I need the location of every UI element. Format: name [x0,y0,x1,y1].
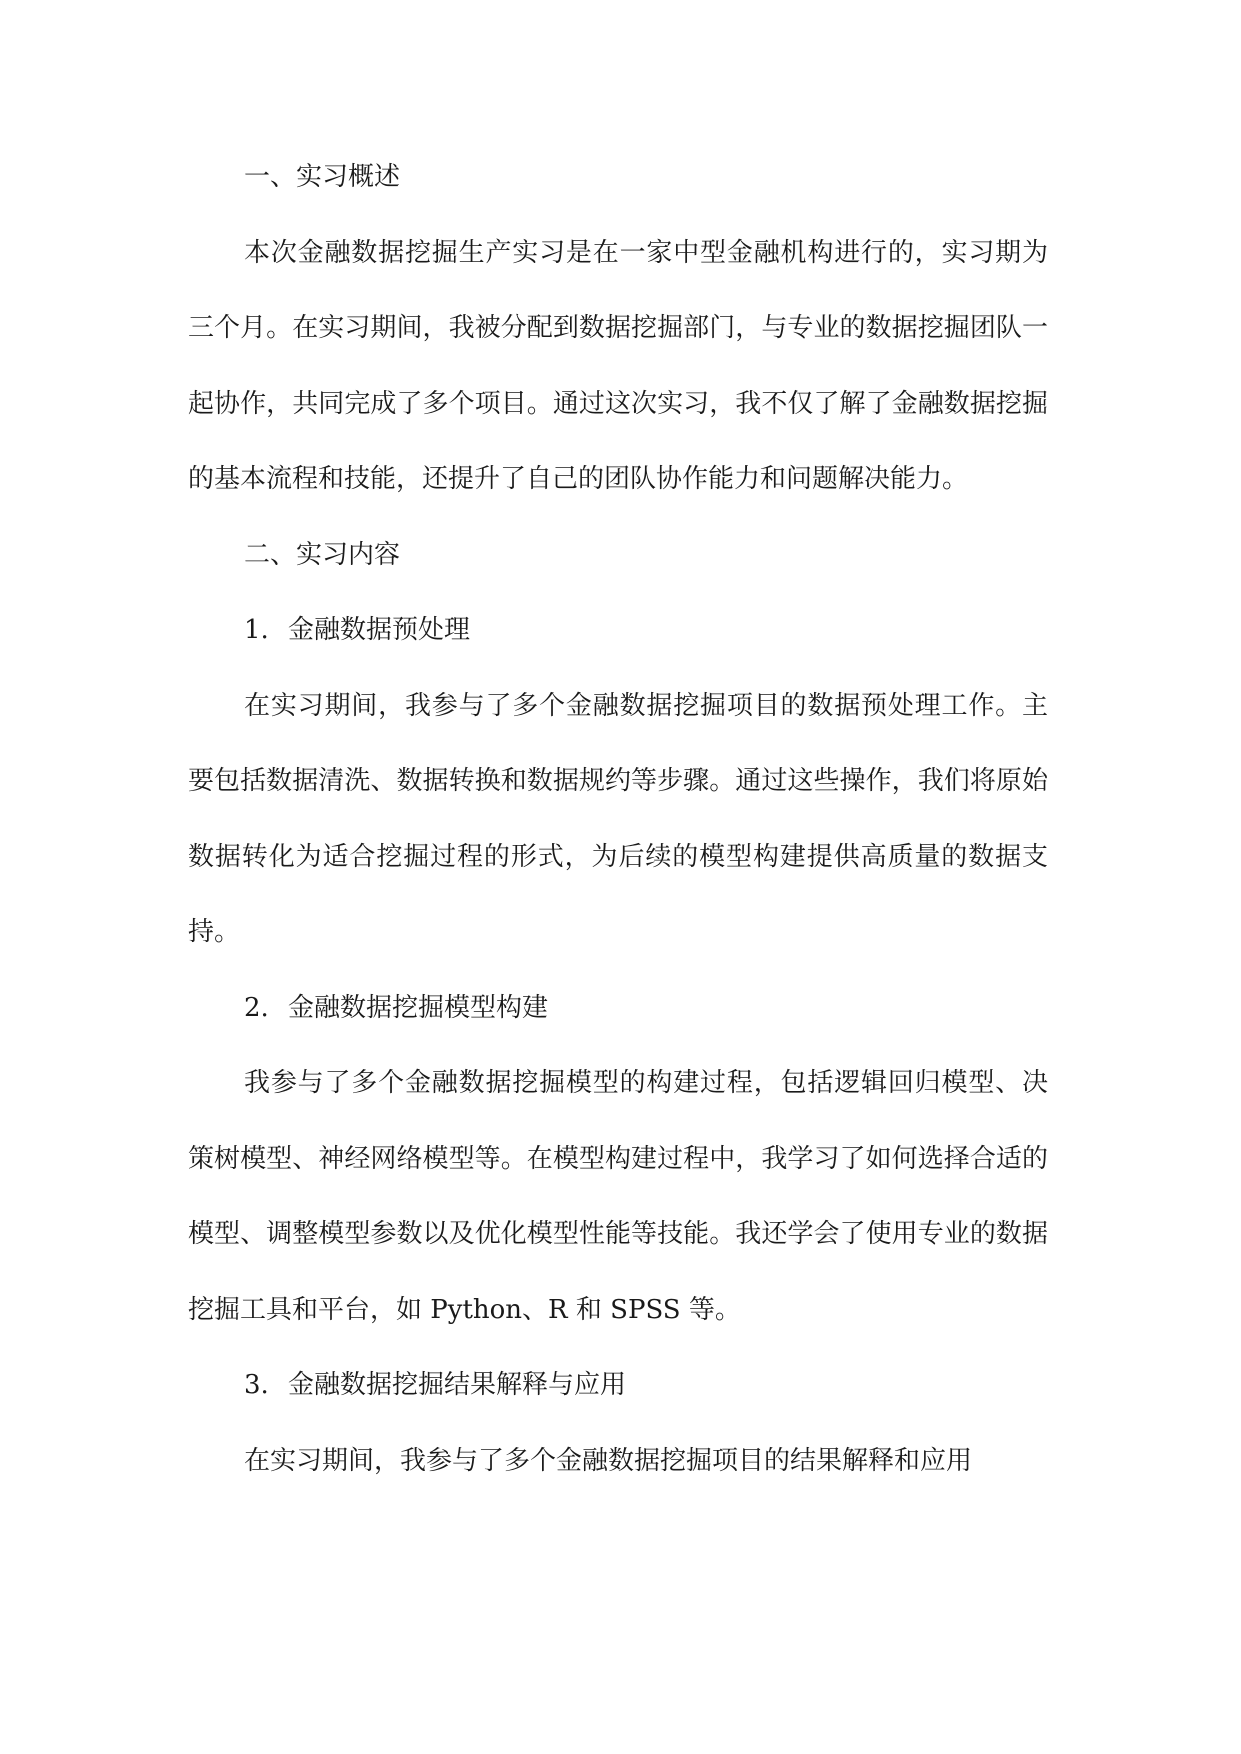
paragraph-preprocessing: 在实习期间，我参与了多个金融数据挖掘项目的数据预处理工作。主要包括数据清洗、数据转换和数据规约等步骤。通过这些操作，我们将原始数据转化为适合挖掘过程的形式，为后续的模型构建提供高质量的数据支持。 [188,690,1048,947]
subsection-title: 金融数据挖掘结果解释与应用 [288,1370,627,1400]
subsection-number: 3. [244,1370,269,1400]
paragraph-modeling: 我参与了多个金融数据挖掘模型的构建过程，包括逻辑回归模型、决策树模型、神经网络模型等。在模型构建过程中，我学习了如何选择合适的模型、调整模型参数以及优化模型性能等技能。我还学会了使用专业的数据挖掘工具和平台，如 Python、R 和 SPSS 等。 [188,1068,1048,1325]
subsection-number: 1. [244,615,269,645]
subsection-heading-interpretation [188,1348,1048,1424]
paragraph-overview: 本次金融数据挖掘生产实习是在一家中型金融机构进行的，实习期为三个月。在实习期间，我被分配到数据挖掘部门，与专业的数据挖掘团队一起协作，共同完成了多个项目。通过这次实习，我不仅了解了金融数据挖掘的基本流程和技能，还提升了自己的团队协作能力和问题解决能力。 [188,237,1048,494]
subsection-title: 金融数据挖掘模型构建 [288,992,549,1023]
subsection-heading-preprocessing [188,593,1048,669]
section-heading-overview: 一、实习概述 [244,162,401,192]
document-body [188,140,1048,1499]
subsection-title: 金融数据预处理 [288,615,471,645]
paragraph-interpretation: 在实习期间，我参与了多个金融数据挖掘项目的结果解释和应用 [244,1445,973,1476]
subsection-heading-modeling [188,971,1048,1047]
section-heading-content: 二、实习内容 [244,539,401,570]
subsection-number: 2. [244,992,269,1023]
